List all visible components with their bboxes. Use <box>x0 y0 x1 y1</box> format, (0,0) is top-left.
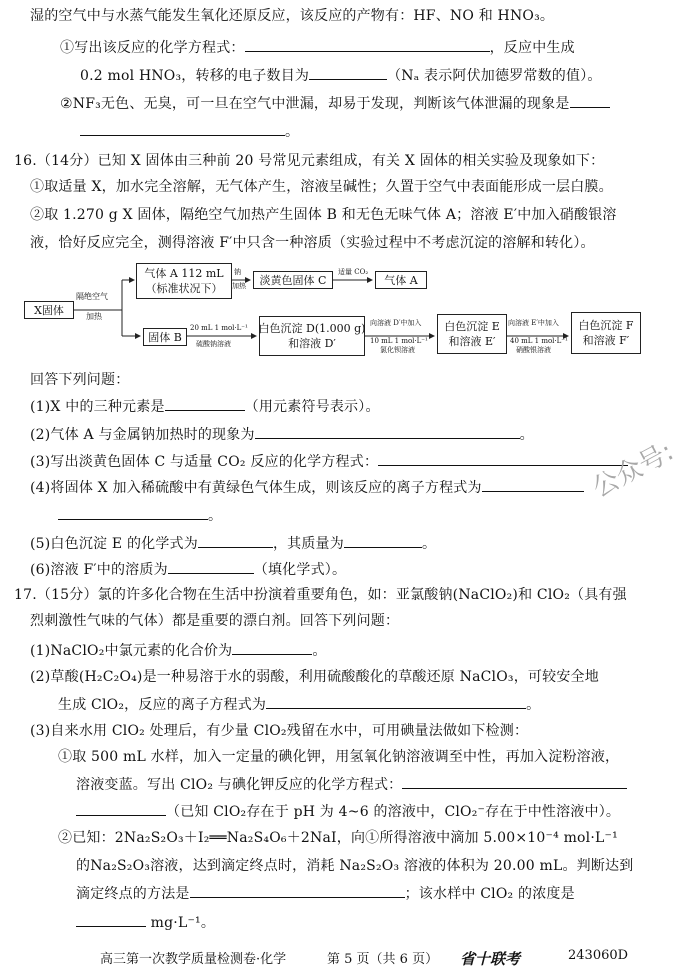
precipitate-f-box: 白色沉淀 F 和溶液 F′ <box>571 312 641 354</box>
heat-label-bottom: 加热 <box>86 312 102 321</box>
q17-sub-3-2: ②已知：2Na₂S₂O₃＋I₂══Na₂S₄O₆＋2NaI，向①所得溶液中滴加 5.00×10⁻⁴ mol·L⁻¹ <box>58 830 618 846</box>
answer-blank[interactable] <box>402 774 627 789</box>
q15-text-line: 湿的空气中与水蒸气能发生氧化还原反应，该反应的产物有：HF、NO 和 HNO₃。 <box>30 8 555 24</box>
q17-sub-3-2-line-4: mg·L⁻¹。 <box>76 912 215 933</box>
precipitate-e-box: 白色沉淀 E 和溶液 E′ <box>437 314 507 354</box>
footer-title: 高三第一次教学质量检测卷·化学 <box>100 952 287 967</box>
answer-blank[interactable] <box>76 912 146 927</box>
answer-blank[interactable] <box>168 559 254 574</box>
co2-label: 适量 CO₂ <box>338 268 369 276</box>
q16-sub-4: (4)将固体 X 加入稀硫酸中有黄绿色气体生成，则该反应的离子方程式为 <box>30 477 584 498</box>
q17-title-line-2: 烈刺激性气味的气体）都是重要的漂白剂。回答下列问题： <box>30 613 400 629</box>
answer-blank[interactable] <box>378 451 628 466</box>
precipitate-d-box: 白色沉淀 D(1.000 g) 和溶液 D′ <box>259 316 365 356</box>
q16-title: 16.（14分）已知 X 固体由三种前 20 号常见元素组成，有关 X 固体的相关实验及现象如下： <box>14 153 605 169</box>
heat-label-top: 隔绝空气 <box>76 292 108 301</box>
q16-condition-1: ①取适量 X，加水完全溶解，无气体产生，溶液呈碱性；久置于空气中表面能形成一层白膜。 <box>30 179 613 195</box>
q16-condition-2: ②取 1.270 g X 固体，隔绝空气加热产生固体 B 和无色无味气体 A；溶液 E′中加入硝酸银溶 <box>30 207 617 223</box>
answer-blank[interactable] <box>198 533 273 548</box>
q17-sub-3-2-line-3: 滴定终点的方法是 ；该水样中 ClO₂ 的浓度是 <box>76 883 575 904</box>
q16-sub-6: (6)溶液 F′中的溶质为 （填化学式）。 <box>30 559 346 580</box>
step1-bottom-label: 硫酸钠溶液 <box>196 340 231 348</box>
q17-sub-3-2-line-2: 的Na₂S₂O₃溶液，达到滴定终点时，消耗 Na₂S₂O₃ 溶液的体积为 20.00 mL。判断达到 <box>76 858 634 874</box>
solid-c-box: 淡黄色固体 C <box>253 271 333 289</box>
q16-condition-3: 液，恰好反应完全，测得溶液 F′中只含一种溶质（实验过程中不考虑沉淀的溶解和转化）。 <box>30 235 595 251</box>
q17-sub-3-1: ①取 500 mL 水样，加入一定量的碘化钾，用氢氧化钠溶液调至中性，再加入淀粉溶液， <box>58 749 620 765</box>
solid-b-box: 固体 B <box>143 328 187 346</box>
step2-top-label: 向溶液 D′中加入 <box>370 319 422 327</box>
step3-top-label: 向溶液 E′中加入 <box>508 319 559 327</box>
gas-a-end-box: 气体 A <box>375 271 427 289</box>
q15-2-line-2: 。 <box>80 121 299 142</box>
q15-2-line: ②NF₃无色、无臭，可一旦在空气中泄漏，却易于发现，判断该气体泄漏的现象是 <box>60 93 610 114</box>
answer-blank[interactable] <box>190 883 405 898</box>
answer-blank[interactable] <box>232 640 312 655</box>
answer-blank[interactable] <box>76 801 166 816</box>
footer-page-number: 第 5 页（共 6 页） <box>327 952 439 967</box>
answer-blank[interactable] <box>482 477 584 492</box>
q17-sub-1: (1)NaClO₂中氯元素的化合价为 。 <box>30 640 327 661</box>
step2-mid-label: 10 mL 1 mol·L⁻¹ <box>370 337 428 345</box>
q16-answer-intro: 回答下列问题： <box>30 372 130 388</box>
q15-1-line-2: 0.2 mol HNO₃，转移的电子数目为 （Nₐ 表示阿伏加德罗常数的值）。 <box>80 65 602 86</box>
watermark: 公众号: <box>587 436 679 504</box>
q16-sub-2: (2)气体 A 与金属钠加热时的现象为 。 <box>30 424 534 445</box>
step1-top-label: 20 mL 1 mol·L⁻¹ <box>190 324 248 332</box>
q17-title: 17.（15分）氯的许多化合物在生活中扮演着重要角色，如：亚氯酸钠(NaClO₂)和 ClO₂（具有强 <box>14 587 627 603</box>
q17-sub-2: (2)草酸(H₂C₂O₄)是一种易溶于水的弱酸，利用硫酸酸化的草酸还原 NaClO₃，可较安全地 <box>30 669 599 685</box>
answer-blank[interactable] <box>255 424 520 439</box>
step3-bottom-label: 硝酸银溶液 <box>516 346 551 354</box>
q15-1-line: ①写出该反应的化学方程式： ，反应中生成 <box>60 37 575 58</box>
step2-bottom-label: 氯化钡溶液 <box>380 346 415 354</box>
answer-blank[interactable] <box>266 694 526 709</box>
x-solid-box: X固体 <box>24 301 74 319</box>
answer-blank[interactable] <box>344 533 422 548</box>
answer-blank[interactable] <box>165 396 245 411</box>
step3-mid-label: 40 mL 1 mol·L⁻¹ <box>510 337 568 345</box>
sodium-label: 钠 <box>234 268 241 276</box>
q17-sub-2-line-2: 生成 ClO₂，反应的离子方程式为 。 <box>58 694 540 715</box>
sodium-heat-label: 加热 <box>232 282 246 290</box>
gas-a-box: 气体 A 112 mL （标准状况下） <box>136 263 232 299</box>
q16-sub-4-line-2: 。 <box>58 505 222 526</box>
q16-sub-3: (3)写出淡黄色固体 C 与适量 CO₂ 反应的化学方程式： <box>30 451 628 472</box>
q17-sub-3: (3)自来水用 ClO₂ 处理后，有少量 ClO₂残留在水中，可用碘量法做如下检测： <box>30 723 529 739</box>
q16-sub-5: (5)白色沉淀 E 的化学式为 ，其质量为 。 <box>30 533 436 554</box>
q17-sub-3-1-line-2: 溶液变蓝。写出 ClO₂ 与碘化钾反应的化学方程式： <box>76 774 627 795</box>
q16-sub-1: (1)X 中的三种元素是 （用元素符号表示）。 <box>30 396 380 417</box>
footer-brand: 省十联考 <box>460 950 521 968</box>
q17-sub-3-1-line-3: （已知 ClO₂存在于 pH 为 4~6 的溶液中，ClO₂⁻存在于中性溶液中）。 <box>76 801 620 822</box>
answer-blank[interactable] <box>58 505 208 520</box>
footer-code: 243060D <box>568 948 629 963</box>
